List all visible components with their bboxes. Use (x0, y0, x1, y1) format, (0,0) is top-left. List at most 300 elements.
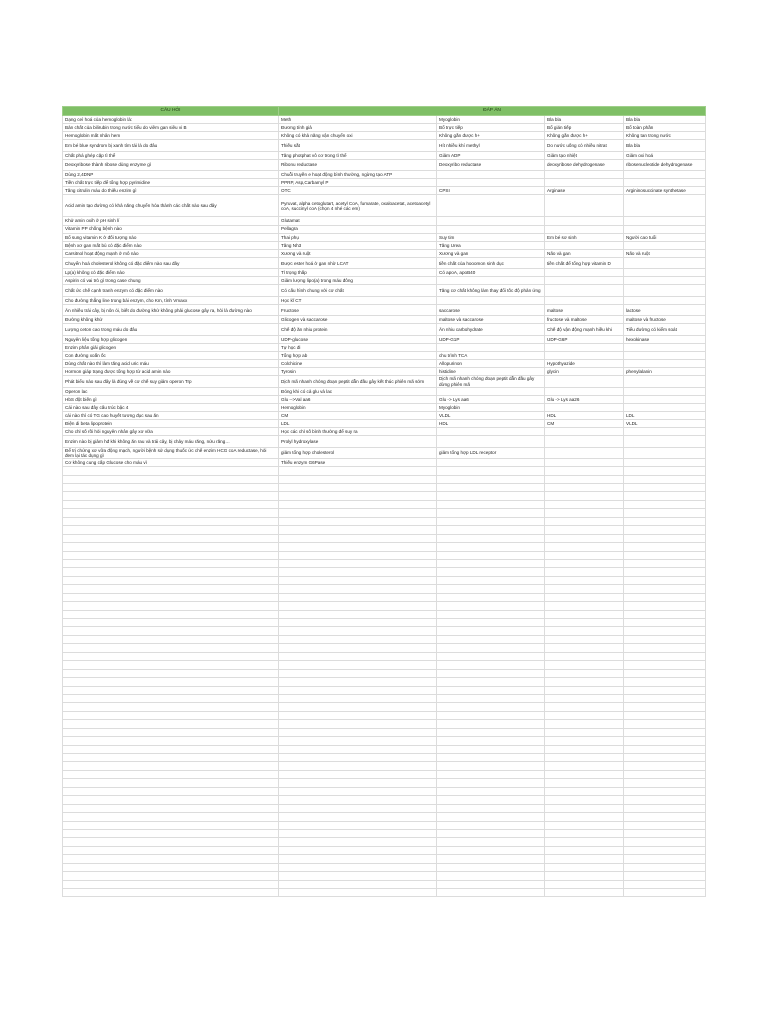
empty-cell (63, 804, 279, 812)
empty-row (63, 770, 706, 778)
answer-cell-2: Allopurinon (437, 360, 545, 368)
answer-cell-3 (545, 195, 624, 217)
empty-cell (63, 838, 279, 846)
empty-row (63, 694, 706, 702)
empty-cell (279, 661, 437, 669)
answer-cell-3: deoxyribose dehydrogenase (545, 159, 624, 170)
empty-cell (63, 872, 279, 880)
answer-cell-1: Đóng khi có cả glu và lac (279, 387, 437, 395)
answer-cell-3 (545, 171, 624, 179)
empty-row (63, 669, 706, 677)
answer-cell-4 (624, 269, 706, 277)
empty-cell (279, 619, 437, 627)
empty-row (63, 475, 706, 483)
empty-cell (545, 770, 624, 778)
empty-row (63, 889, 706, 897)
empty-cell (624, 509, 706, 517)
empty-row (63, 627, 706, 635)
empty-cell (279, 635, 437, 643)
empty-cell (279, 669, 437, 677)
table-row (63, 403, 706, 411)
answer-cell-4: VLDL (624, 420, 706, 428)
question-cell: Cái nào sau đây cấu trúc bậc 4 (63, 403, 279, 411)
answer-cell-2 (437, 296, 545, 304)
empty-cell (63, 813, 279, 821)
table-row (63, 352, 706, 360)
answer-cell-3: tiền chất để tổng hợp vitamin D (545, 257, 624, 268)
empty-cell (545, 804, 624, 812)
answer-cell-2: Không gắn được h+ (437, 132, 545, 140)
empty-cell (63, 787, 279, 795)
empty-cell (63, 770, 279, 778)
empty-row (63, 863, 706, 871)
empty-cell (545, 678, 624, 686)
empty-cell (437, 652, 545, 660)
answer-cell-4 (624, 277, 706, 285)
empty-cell (545, 737, 624, 745)
answer-cell-3 (545, 376, 624, 387)
empty-cell (279, 872, 437, 880)
empty-cell (624, 669, 706, 677)
empty-row (63, 804, 706, 812)
empty-cell (545, 593, 624, 601)
table-row (63, 159, 706, 170)
empty-cell (279, 559, 437, 567)
question-cell: cái nào thì có TG cao huyết tương đục sau ăn (63, 412, 279, 420)
question-cell: Hormon giáp trạng được tổng hợp từ acid amin nào (63, 368, 279, 376)
empty-cell (624, 711, 706, 719)
empty-cell (545, 576, 624, 584)
empty-cell (545, 829, 624, 837)
empty-cell (63, 745, 279, 753)
answer-cell-2: Glu -> Lys aa6 (437, 395, 545, 403)
question-cell: Lượng ceton cao trong máu do đâu (63, 324, 279, 335)
empty-cell (624, 678, 706, 686)
empty-cell (63, 863, 279, 871)
empty-cell (437, 627, 545, 635)
table-row (63, 225, 706, 233)
header-row (63, 107, 706, 116)
empty-cell (63, 694, 279, 702)
table-row (63, 420, 706, 428)
empty-cell (624, 543, 706, 551)
empty-cell (545, 610, 624, 618)
empty-cell (437, 694, 545, 702)
answer-cell-3: Arginase (545, 187, 624, 195)
table-row (63, 171, 706, 179)
answer-cell-1: Ribonu reductase (279, 159, 437, 170)
answer-cell-3: Chế độ vận động mạnh hiều khi (545, 324, 624, 335)
empty-cell (545, 779, 624, 787)
empty-cell (437, 779, 545, 787)
answer-cell-1: Pellagra (279, 225, 437, 233)
empty-cell (545, 686, 624, 694)
answer-cell-4: hexokinase (624, 335, 706, 343)
empty-cell (545, 467, 624, 475)
empty-cell (63, 821, 279, 829)
empty-cell (624, 762, 706, 770)
answer-cell-1: Được ester hoá ở gan nhờ LCAT (279, 257, 437, 268)
empty-cell (545, 813, 624, 821)
empty-cell (437, 475, 545, 483)
answer-cell-3: Bổ gián tiếp (545, 124, 624, 132)
answer-cell-3: UDP-G6P (545, 335, 624, 343)
empty-cell (624, 821, 706, 829)
answer-cell-1: Tổng hợp ab (279, 352, 437, 360)
empty-cell (624, 737, 706, 745)
answer-cell-3 (545, 225, 624, 233)
question-cell: Cơ không cung cấp Glucose cho máu vì (63, 459, 279, 467)
answer-cell-4: Không tan trong nước (624, 132, 706, 140)
empty-cell (63, 737, 279, 745)
answer-cell-4 (624, 285, 706, 296)
empty-cell (63, 534, 279, 542)
empty-cell (624, 829, 706, 837)
empty-cell (624, 703, 706, 711)
empty-row (63, 619, 706, 627)
empty-cell (624, 745, 706, 753)
empty-row (63, 872, 706, 880)
question-cell: Em bé blue syndrom bị xanh tím tái là do đâu (63, 140, 279, 151)
empty-cell (279, 534, 437, 542)
answer-cell-2: Ăn nhiu carbohydrate (437, 324, 545, 335)
empty-cell (624, 585, 706, 593)
answer-cell-1: OTC (279, 187, 437, 195)
empty-cell (437, 720, 545, 728)
empty-cell (279, 880, 437, 888)
empty-row (63, 720, 706, 728)
empty-cell (63, 467, 279, 475)
empty-row (63, 821, 706, 829)
answer-cell-2 (437, 179, 545, 187)
empty-cell (437, 593, 545, 601)
question-cell: Dùng chất nào thì làm tăng acid uric máu (63, 360, 279, 368)
empty-cell (624, 779, 706, 787)
answer-cell-4: Bla bla (624, 116, 706, 124)
empty-cell (545, 796, 624, 804)
answer-cell-1: Không có khả năng vận chuyển oxi (279, 132, 437, 140)
empty-cell (63, 754, 279, 762)
answer-cell-4 (624, 217, 706, 225)
empty-cell (437, 526, 545, 534)
answer-cell-2: UDP-G1P (437, 335, 545, 343)
question-cell: Cho chỉ số rồi hỏi nguyên nhân gây xơ vữa (63, 428, 279, 436)
empty-cell (545, 754, 624, 762)
question-cell: Ăn nhiều trái cây, bị nôn ói, biết do đường khử không phải glucose gây ra, hỏi là đường nào (63, 304, 279, 315)
answer-cell-3: Bla bla (545, 116, 624, 124)
empty-cell (624, 526, 706, 534)
empty-cell (63, 551, 279, 559)
empty-cell (624, 855, 706, 863)
empty-cell (545, 880, 624, 888)
answer-cell-2 (437, 436, 545, 447)
empty-cell (437, 737, 545, 745)
answer-cell-2: Myoglobin (437, 116, 545, 124)
answer-cell-4 (624, 459, 706, 467)
empty-cell (437, 543, 545, 551)
empty-cell (279, 855, 437, 863)
empty-cell (545, 517, 624, 525)
answer-cell-4 (624, 352, 706, 360)
question-cell: Carsitnol hoạt động mạnh ở mô nào (63, 249, 279, 257)
answer-cell-2: CPSI (437, 187, 545, 195)
answer-cell-4: phenylalanin (624, 368, 706, 376)
answer-cell-1: UDP-glucose (279, 335, 437, 343)
empty-cell (279, 484, 437, 492)
empty-cell (437, 813, 545, 821)
answer-cell-4 (624, 225, 706, 233)
answer-cell-1: Glicogen và saccarose (279, 316, 437, 324)
empty-cell (437, 669, 545, 677)
answer-cell-3 (545, 217, 624, 225)
empty-row (63, 703, 706, 711)
empty-cell (63, 661, 279, 669)
empty-cell (279, 889, 437, 897)
table-row (63, 285, 706, 296)
empty-cell (624, 661, 706, 669)
table-row (63, 428, 706, 436)
empty-cell (279, 711, 437, 719)
empty-row (63, 635, 706, 643)
empty-cell (624, 846, 706, 854)
empty-cell (279, 568, 437, 576)
answer-cell-2 (437, 217, 545, 225)
answer-cell-3 (545, 296, 624, 304)
question-cell: HbS đột biến gì (63, 395, 279, 403)
empty-row (63, 644, 706, 652)
table-row (63, 233, 706, 241)
question-cell: Phát biểu nào sau đây là đúng về cơ chế suy giảm operon Trp (63, 376, 279, 387)
answer-cell-1: Giảm lượng lipo(a) trong máu đông (279, 277, 437, 285)
answer-cell-4: Não và ruột (624, 249, 706, 257)
empty-row (63, 500, 706, 508)
empty-cell (624, 475, 706, 483)
empty-cell (279, 787, 437, 795)
empty-cell (624, 880, 706, 888)
empty-cell (63, 593, 279, 601)
answer-cell-2: giảm tổng hợp LDL receptor (437, 447, 545, 458)
empty-cell (545, 644, 624, 652)
empty-cell (63, 779, 279, 787)
question-cell: Tăng citrulin máu do thiếu enzim gì (63, 187, 279, 195)
answer-cell-4 (624, 171, 706, 179)
empty-cell (437, 492, 545, 500)
table-row (63, 447, 706, 458)
answer-cell-3 (545, 277, 624, 285)
table-row (63, 316, 706, 324)
table-row (63, 241, 706, 249)
empty-cell (63, 846, 279, 854)
empty-cell (624, 644, 706, 652)
empty-cell (545, 728, 624, 736)
answer-cell-2: Tăng Urea (437, 241, 545, 249)
empty-cell (63, 627, 279, 635)
answer-cell-2 (437, 195, 545, 217)
question-cell: Dùng 2,4DNP (63, 171, 279, 179)
question-cell: Chất ức chế cạnh tranh enzym có đặc điểm nào (63, 285, 279, 296)
empty-cell (545, 559, 624, 567)
empty-cell (437, 745, 545, 753)
empty-cell (437, 585, 545, 593)
table-row (63, 269, 706, 277)
table-row (63, 387, 706, 395)
answer-cell-1: LDL (279, 420, 437, 428)
empty-cell (437, 863, 545, 871)
empty-cell (624, 863, 706, 871)
empty-cell (545, 694, 624, 702)
empty-cell (437, 610, 545, 618)
empty-cell (545, 720, 624, 728)
question-header: CÂU HỎI (63, 107, 279, 116)
empty-row (63, 754, 706, 762)
empty-cell (437, 534, 545, 542)
empty-cell (624, 813, 706, 821)
table-row (63, 376, 706, 387)
empty-cell (437, 686, 545, 694)
empty-row (63, 661, 706, 669)
empty-cell (63, 711, 279, 719)
answer-cell-2: Có apoA, apoB40 (437, 269, 545, 277)
empty-cell (624, 838, 706, 846)
question-cell: Con đường xoắn ốc (63, 352, 279, 360)
answer-cell-2 (437, 459, 545, 467)
empty-cell (279, 737, 437, 745)
answer-cell-1: Glu -->Val aa6 (279, 395, 437, 403)
empty-cell (63, 686, 279, 694)
answer-cell-1: Thai phụ (279, 233, 437, 241)
answer-cell-2: Giảm ADP (437, 151, 545, 159)
question-cell: Deoxyribose thành ribose dùng enzyme gì (63, 159, 279, 170)
empty-cell (545, 585, 624, 593)
answer-cell-3 (545, 352, 624, 360)
empty-cell (437, 509, 545, 517)
answer-cell-4: Người cao tuổi (624, 233, 706, 241)
empty-cell (545, 711, 624, 719)
empty-cell (63, 500, 279, 508)
empty-cell (437, 838, 545, 846)
answer-cell-1: Đương tính giả (279, 124, 437, 132)
empty-cell (545, 787, 624, 795)
answer-header: ĐÁP ÁN (279, 107, 706, 116)
answer-cell-3 (545, 436, 624, 447)
question-cell: Cho đường thẳng line trong bài enzym, cho Km, tính Vmaxx (63, 296, 279, 304)
empty-cell (437, 872, 545, 880)
empty-row (63, 787, 706, 795)
answer-cell-3: Em bé sơ sinh (545, 233, 624, 241)
empty-cell (545, 627, 624, 635)
answer-cell-1: Colchicine (279, 360, 437, 368)
table-row (63, 217, 706, 225)
empty-cell (624, 534, 706, 542)
empty-cell (437, 559, 545, 567)
answer-cell-3: fructose và maltose (545, 316, 624, 324)
empty-cell (279, 821, 437, 829)
answer-cell-3 (545, 428, 624, 436)
answer-cell-1: Tỉ trọng thấp (279, 269, 437, 277)
empty-row (63, 745, 706, 753)
empty-cell (624, 576, 706, 584)
empty-cell (545, 534, 624, 542)
answer-cell-1: Học các chỉ số bình thường để suy ra (279, 428, 437, 436)
empty-cell (624, 619, 706, 627)
empty-cell (63, 855, 279, 863)
answer-cell-4 (624, 257, 706, 268)
table-row (63, 412, 706, 420)
empty-cell (437, 762, 545, 770)
empty-row (63, 543, 706, 551)
table-row (63, 249, 706, 257)
answer-cell-3: Do nước uống có nhiều nitrat (545, 140, 624, 151)
empty-cell (437, 787, 545, 795)
answer-cell-4 (624, 343, 706, 351)
empty-cell (624, 889, 706, 897)
empty-row (63, 593, 706, 601)
answer-cell-2: Deoxyribo reductase (437, 159, 545, 170)
empty-cell (63, 517, 279, 525)
answer-cell-1: Xương và ruột (279, 249, 437, 257)
empty-cell (437, 484, 545, 492)
question-cell: Lp(a) không có đặc điểm nào (63, 269, 279, 277)
table-row (63, 368, 706, 376)
answer-cell-3 (545, 179, 624, 187)
question-cell: Enzim nào bị giảm hđ khi không ăn rau và trái cây, bị chảy máu răng, nứu răng… (63, 436, 279, 447)
empty-cell (63, 880, 279, 888)
empty-row (63, 467, 706, 475)
empty-cell (279, 863, 437, 871)
answer-cell-1: Tăng photphat vô cơ trong tì thể (279, 151, 437, 159)
empty-cell (624, 804, 706, 812)
table-row (63, 140, 706, 151)
answer-cell-2 (437, 343, 545, 351)
empty-row (63, 779, 706, 787)
empty-cell (437, 728, 545, 736)
empty-cell (437, 568, 545, 576)
empty-cell (63, 509, 279, 517)
empty-cell (279, 745, 437, 753)
empty-cell (437, 551, 545, 559)
answer-cell-1: PPRP, Asp,Carbamyl P (279, 179, 437, 187)
empty-cell (63, 728, 279, 736)
empty-cell (279, 585, 437, 593)
answer-cell-4 (624, 360, 706, 368)
empty-cell (624, 551, 706, 559)
question-cell: Operon lac (63, 387, 279, 395)
table-row (63, 360, 706, 368)
answer-cell-3: Giảm tạo nhiệt (545, 151, 624, 159)
answer-cell-2: chu trình TCA (437, 352, 545, 360)
table-row (63, 257, 706, 268)
empty-cell (624, 787, 706, 795)
empty-cell (624, 627, 706, 635)
empty-cell (624, 492, 706, 500)
empty-cell (437, 796, 545, 804)
empty-row (63, 585, 706, 593)
empty-row (63, 728, 706, 736)
empty-cell (437, 770, 545, 778)
answer-cell-2: Dịch mã nhanh chóng đoạn peptit dẫn đầu gây dừng phiên mã (437, 376, 545, 387)
table-row (63, 343, 706, 351)
empty-cell (437, 619, 545, 627)
answer-cell-1: Tyrosin (279, 368, 437, 376)
answer-cell-2 (437, 387, 545, 395)
answer-cell-4 (624, 241, 706, 249)
answer-cell-2 (437, 428, 545, 436)
empty-cell (279, 728, 437, 736)
table-row (63, 151, 706, 159)
empty-row (63, 602, 706, 610)
empty-cell (545, 652, 624, 660)
answer-cell-4: Argininosuccinate synthetase (624, 187, 706, 195)
